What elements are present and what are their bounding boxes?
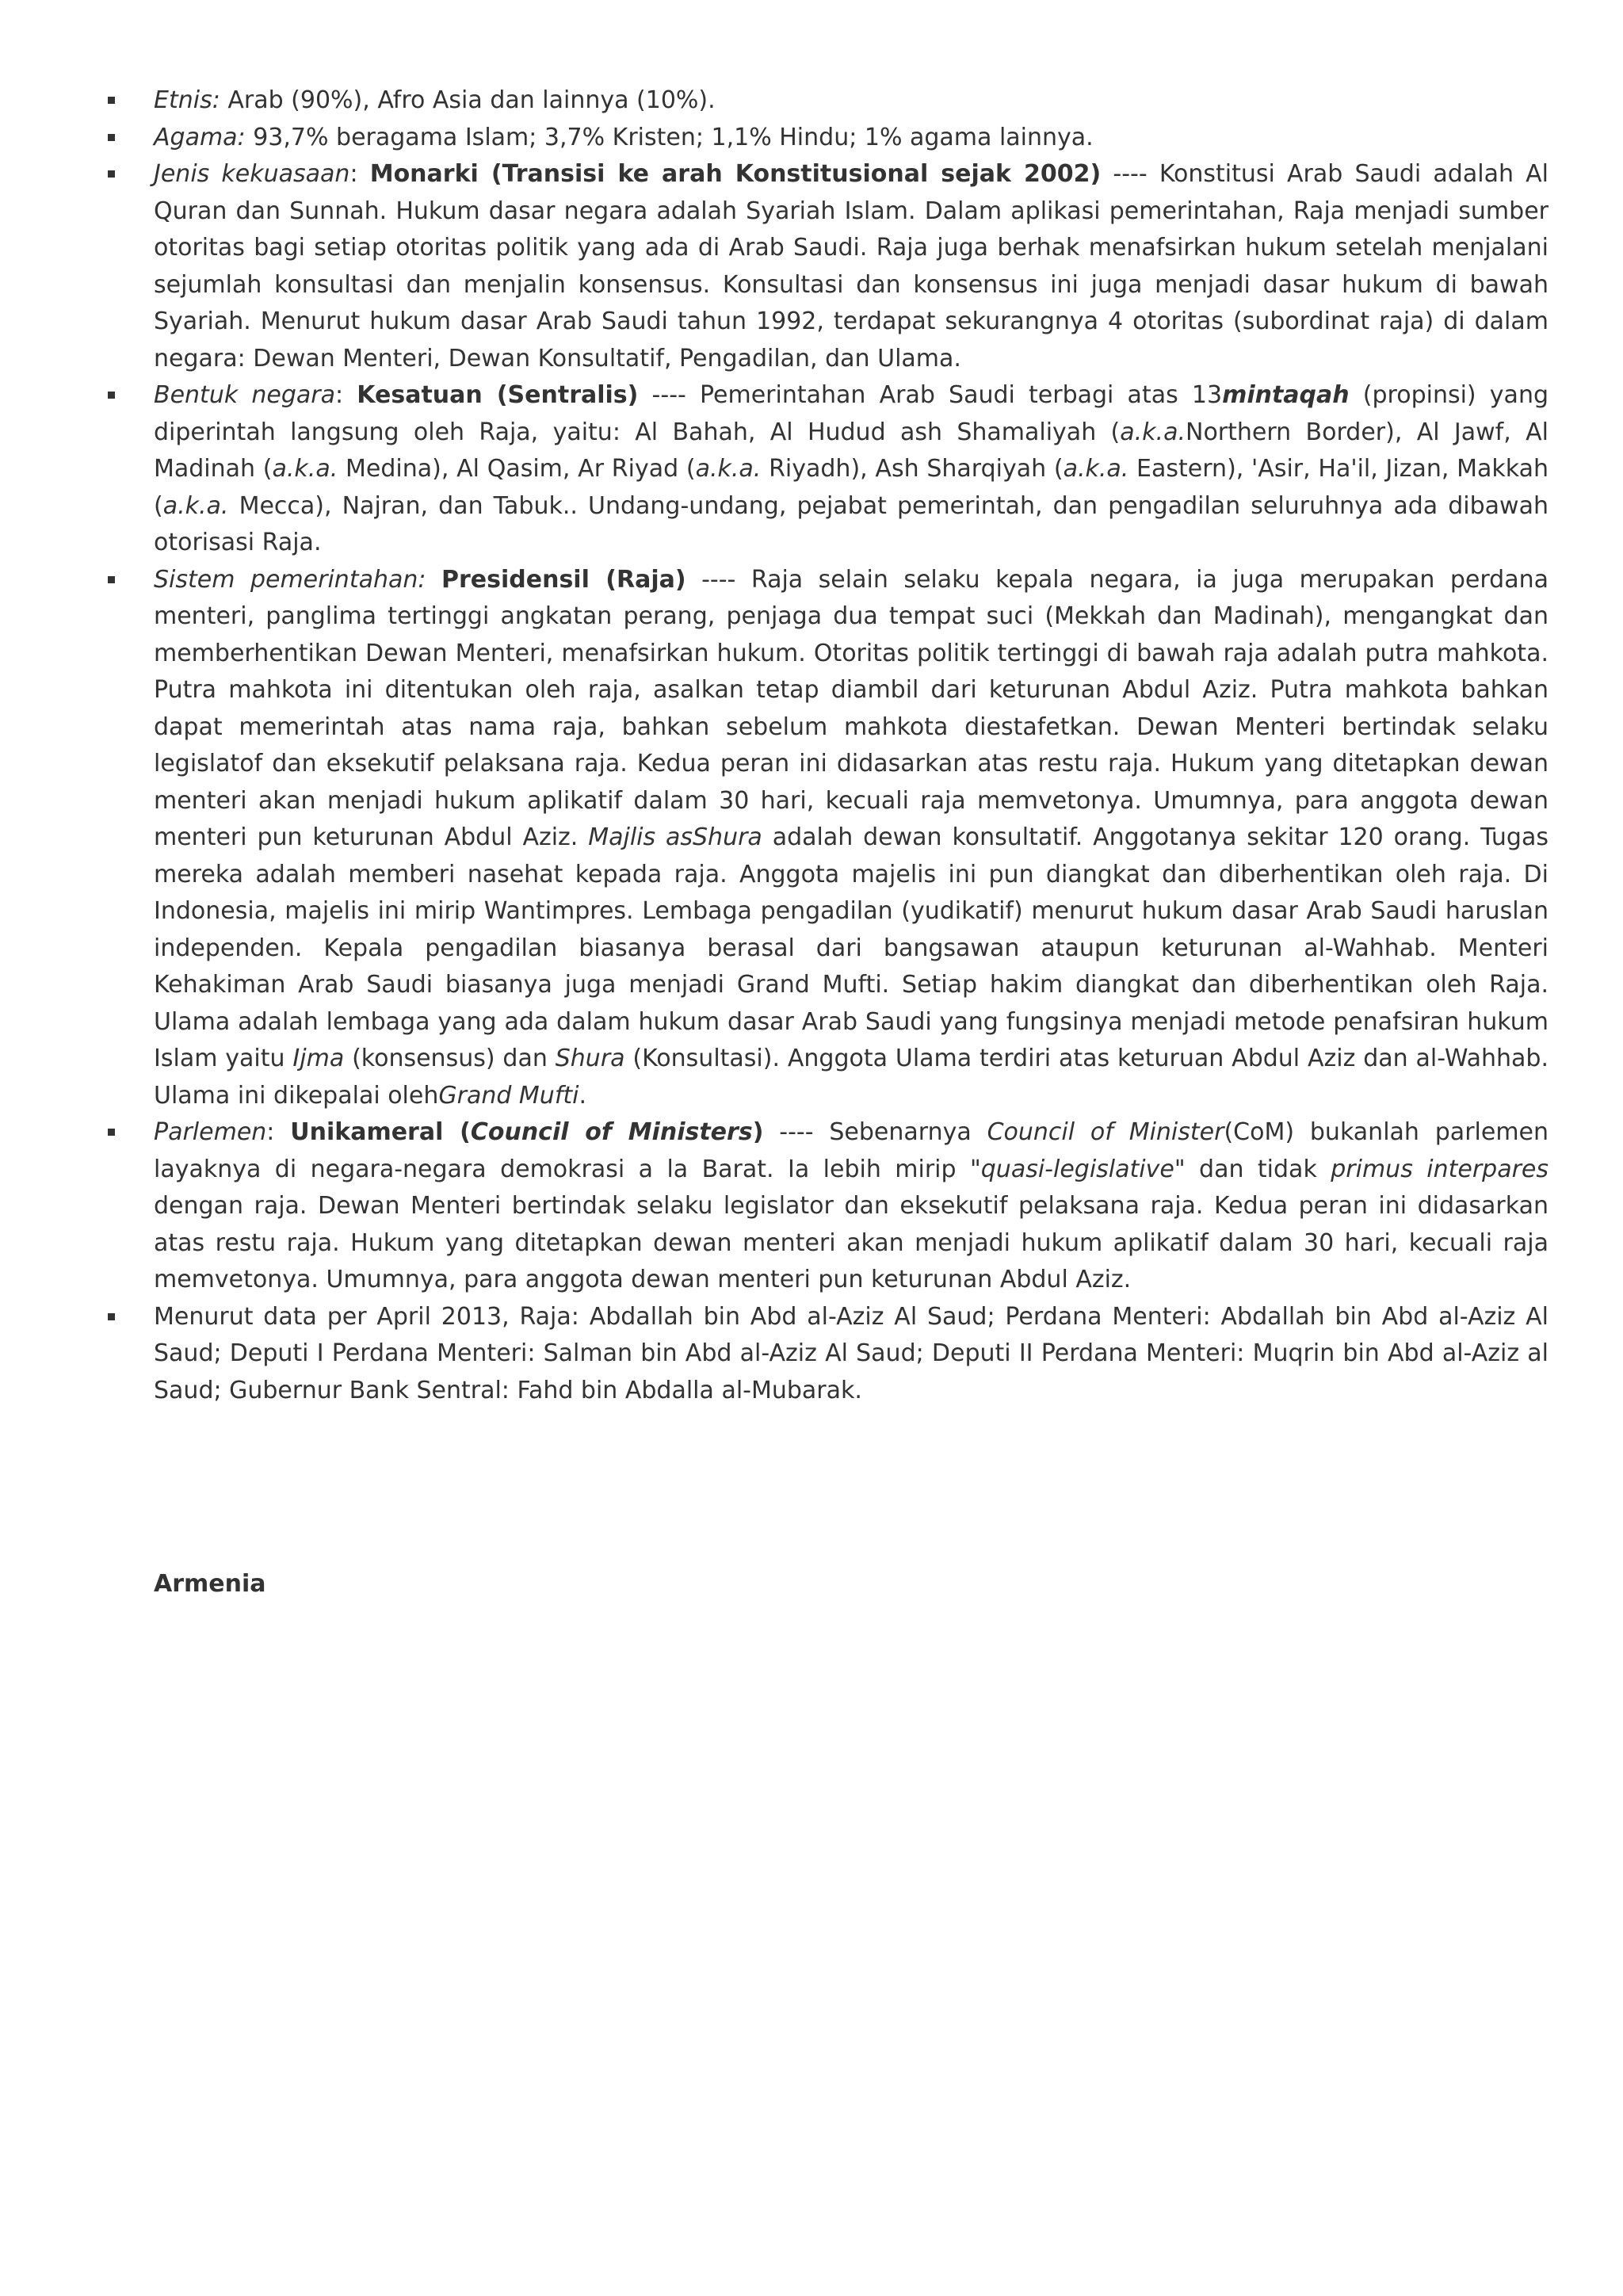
info-list xyxy=(154,82,1549,1409)
item-text: ---- Raja selain selaku kepala negara, ia juga merupakan perdana menteri, panglima tertinggi angkatan perang, penjaga dua tempat suci (Mekkah dan Madinah), mengangkat dan memberhentikan Dewan Menteri, menafsirkan hukum. Otoritas politik tertinggi di bawah raja adalah putra mahkota. Putra mahkota ini ditentukan oleh raja, asalkan tetap diambil dari keturunan Abdul Aziz. Putra mahkota bahkan dapat memerintah atas nama raja, bahkan sebelum mahkota diestafetkan. Dewan Menteri bertindak selaku legislatof dan eksekutif pelaksana raja. Kedua peran ini didasarkan atas restu raja. Hukum yang ditetapkan dewan menteri akan menjadi hukum aplikatif dalam 30 hari, kecuali raja memvetonya. Umumnya, para anggota dewan menteri pun keturunan Abdul Aziz. xyxy=(154,565,1549,851)
item-text: ---- Konstitusi Arab Saudi adalah Al Quran dan Sunnah. Hukum dasar negara adalah Syariah Islam. Dalam aplikasi pemerintahan, Raja menjadi sumber otoritas bagi setiap otoritas politik yang ada di Arab Saudi. Raja juga berhak menafsirkan hukum setelah menjalani sejumlah konsultasi dan menjalin konsensus. Konsultasi dan konsensus ini juga menjadi dasar hukum di bawah Syariah. Menurut hukum dasar Arab Saudi tahun 1992, terdapat sekurangnya 4 otoritas (subordinat raja) di dalam negara: Dewan Menteri, Dewan Konsultatif, Pengadilan, dan Ulama. xyxy=(154,160,1549,372)
item-term: a.k.a. xyxy=(272,455,338,483)
item-value: Presidensil (Raja) xyxy=(441,565,686,594)
item-text: Medina), Al Qasim, Ar Riyad ( xyxy=(338,455,696,483)
item-label: Jenis kekuasaan xyxy=(154,160,350,188)
list-item-jenis-kekuasaan xyxy=(154,156,1549,377)
item-term: quasi-legislative xyxy=(980,1155,1174,1183)
list-item-agama xyxy=(154,120,1549,157)
item-text: (CoM) bukanlah parlemen layaknya di negara-negara demokrasi a la Barat. Ia lebih mirip " xyxy=(154,1118,1549,1183)
item-text: Arab (90%), Afro Asia dan lainnya (10%). xyxy=(220,86,716,114)
item-text: Menurut data per April 2013, Raja: Abdallah bin Abd al-Aziz Al Saud; Perdana Menteri: Abdallah bin Abd al-Aziz Al Saud; Deputi I Perdana Menteri: Salman bin Abd al-Aziz Al Saud; Deputi II Perdana Menteri: Muqrin bin Abd al-Aziz al Saud; Gubernur Bank Sentral: Fahd bin Abdalla al-Mubarak. xyxy=(154,1302,1549,1404)
item-value: Kesatuan (Sentralis) xyxy=(357,381,639,409)
item-separator: : xyxy=(266,1118,291,1146)
item-text: Northern Border), Al Jawf, Al Madinah ( xyxy=(154,418,1549,483)
list-item-sistem-pemerintahan xyxy=(154,562,1549,1115)
item-label: Agama: xyxy=(154,123,246,151)
item-value-italic: Council of Ministers xyxy=(470,1118,753,1146)
item-text: (Konsultasi). Anggota Ulama terdiri atas keturuan Abdul Aziz dan al-Wahhab. Ulama ini dikepalai oleh xyxy=(154,1045,1549,1110)
item-term: Ijma xyxy=(292,1045,345,1072)
item-text: ---- Sebenarnya xyxy=(763,1118,987,1146)
item-value: Unikameral ( xyxy=(290,1118,471,1146)
item-value: ) xyxy=(752,1118,764,1146)
item-separator: : xyxy=(335,381,357,409)
list-item-parlemen xyxy=(154,1114,1549,1299)
item-text: ---- Pemerintahan Arab Saudi terbagi atas 13 xyxy=(638,381,1223,409)
item-term: a.k.a. xyxy=(1063,455,1129,483)
item-term: Majlis asShura xyxy=(588,823,762,851)
item-text: (konsensus) dan xyxy=(344,1045,556,1072)
document-content xyxy=(154,82,1549,1603)
item-term: a.k.a. xyxy=(162,491,229,520)
item-value: Monarki (Transisi ke arah Konstitusional sejak 2002) xyxy=(369,160,1102,188)
item-label: Bentuk negara xyxy=(154,381,335,409)
item-text: Mecca), Najran, dan Tabuk.. Undang-undang, pejabat pemerintah, dan pengadilan seluruhnya ada dibawah otorisasi Raja. xyxy=(154,491,1549,556)
item-term: mintaqah xyxy=(1222,381,1350,409)
item-label: Sistem pemerintahan: xyxy=(154,565,426,594)
item-separator xyxy=(426,566,441,594)
item-text: " dan tidak xyxy=(1174,1155,1331,1183)
list-item-data-2013 xyxy=(154,1299,1549,1410)
item-label: Etnis: xyxy=(154,86,220,114)
item-text: dengan raja. Dewan Menteri bertindak selaku legislator dan eksekutif pelaksana raja. Kedua peran ini didasarkan atas restu raja. Hukum yang ditetapkan dewan menteri akan menjadi hukum aplikatif dalam 30 hari, kecuali raja memvetonya. Umumnya, para anggota dewan menteri pun keturunan Abdul Aziz. xyxy=(154,1192,1549,1293)
item-text: (propinsi) yang diperintah langsung oleh Raja, yaitu: Al Bahah, Al Hudud ash Shamaliyah ( xyxy=(154,381,1549,446)
list-item-bentuk-negara xyxy=(154,377,1549,562)
item-text: adalah dewan konsultatif. Anggotanya sekitar 120 orang. Tugas mereka adalah memberi nasehat kepada raja. Anggota majelis ini pun diangkat dan diberhentikan oleh raja. Di Indonesia, majelis ini mirip Wantimpres. Lembaga pengadilan (yudikatif) menurut hukum dasar Arab Saudi haruslan independen. Kepala pengadilan biasanya berasal dari bangsawan ataupun keturunan al-Wahhab. Menteri Kehakiman Arab Saudi biasanya juga menjadi Grand Mufti. Setiap hakim diangkat dan diberhentikan oleh Raja. Ulama adalah lembaga yang ada dalam hukum dasar Arab Saudi yang fungsinya menjadi metode penafsiran hukum Islam yaitu xyxy=(154,823,1549,1072)
item-text: Riyadh), Ash Sharqiyah ( xyxy=(761,455,1064,483)
item-term: a.k.a. xyxy=(695,455,762,483)
item-term: a.k.a. xyxy=(1120,418,1186,446)
item-text: 93,7% beragama Islam; 3,7% Kristen; 1,1% Hindu; 1% agama lainnya. xyxy=(245,123,1094,151)
section-heading: Armenia xyxy=(154,1570,266,1598)
item-separator: : xyxy=(349,160,370,188)
item-text: Eastern), 'Asir, Ha'il, Jizan, Makkah ( xyxy=(154,455,1549,520)
item-text: . xyxy=(579,1081,587,1110)
list-item-etnis xyxy=(154,82,1549,120)
item-term: Shura xyxy=(555,1045,625,1072)
item-term: primus interpares xyxy=(1331,1155,1549,1183)
item-term: Council of Minister xyxy=(987,1118,1224,1146)
item-label: Parlemen xyxy=(154,1118,267,1146)
item-term: Grand Mufti xyxy=(438,1081,579,1110)
